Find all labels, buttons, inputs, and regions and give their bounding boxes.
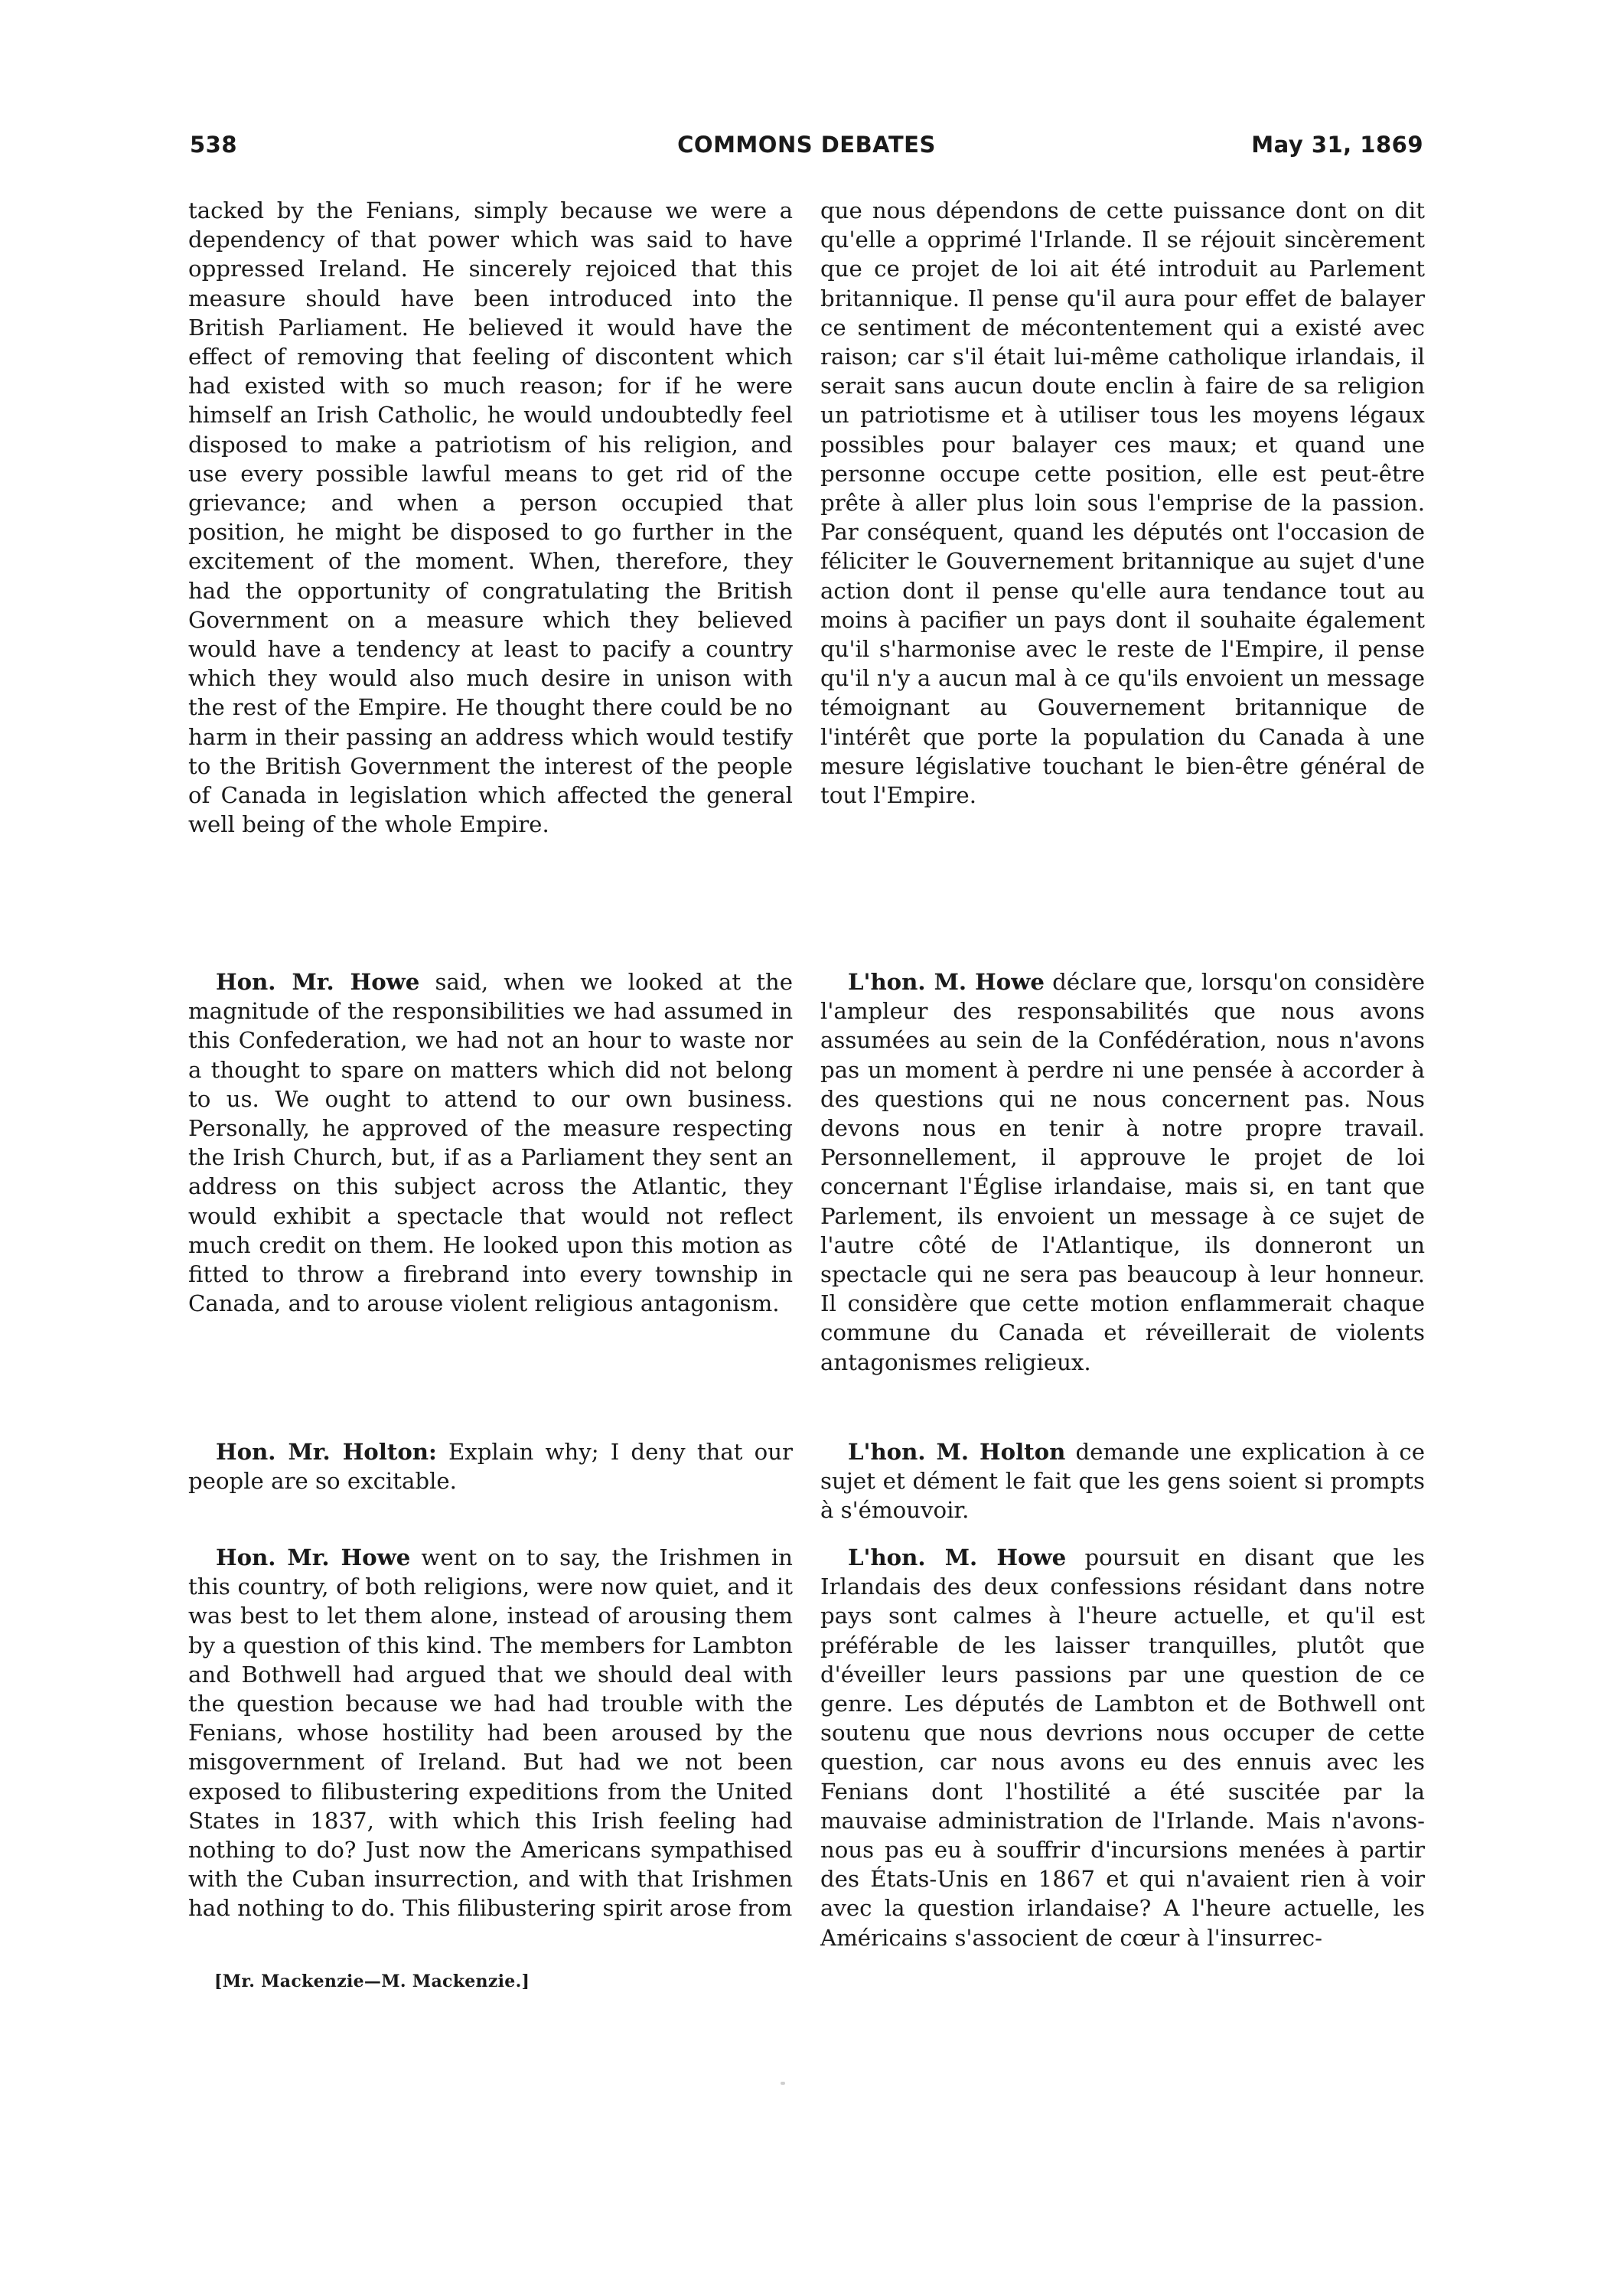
speech-text: went on to say, the Irishmen in this country, of both religions, were now quiet, and it was best to let them alone, instead of arousing them by a question of this kind. The members for Lambton and Bothwell had argued that we should deal with the question because we had had trouble with the Fenians, whose hostility had been aroused by the misgovernment of Ireland. But had we not been exposed to filibustering expeditions from the United States in 1837, with which this Irish feeling had nothing to do? Just now the Americans sympathised with the Cuban insurrection, and with that Irishmen had nothing to do. This filibustering spirit arose from bbox=[188, 1544, 793, 1922]
page-date: May 31, 1869 bbox=[1251, 132, 1423, 158]
speaker-name: Hon. Mr. Holton: bbox=[216, 1439, 437, 1465]
speech-howe bbox=[188, 967, 793, 1427]
paragraph-continued: que nous dépendons de cette puissance dont on dit qu'elle a opprimé l'Irlande. Il se réjouit sincèrement que ce projet de loi ait été introduit au Parlement britannique. Il pense qu'il aura pour effet de balayer ce sentiment de mécontentement qui a existé avec raison; car s'il était lui-même catholique irlandais, il serait sans aucun doute enclin à faire de sa religion un patriotisme et à utiliser tous les moyens légaux possibles pour balayer ces maux; et quand une personne occupe cette position, elle est peut-être prête à aller plus loin sous l'emprise de la passion. Par conséquent, quand les députés ont l'occasion de féliciter le Gouvernement britannique au sujet d'une action dont il pense qu'elle aura tendance tout au moins à pacifier un pays dont il souhaite également qu'il s'harmonise avec le reste de l'Empire, il pense qu'il n'y a aucun mal à ce qu'ils envoient un message témoignant au Gouvernement britannique de l'intérêt que porte la population du Canada à une mesure législative touchant le bien-être général de tout l'Empire. bbox=[820, 197, 1425, 809]
speaker-name: Hon. Mr. Howe bbox=[216, 969, 420, 995]
speech-holton bbox=[188, 1437, 793, 1499]
speech-text: said, when we looked at the magnitude of the responsibilities we had assumed in this Confederation, we had not an hour to waste nor a thought to spare on matters which did not belong to us. We ought to attend to our own business. Personally, he approved of the measure respecting the Irish Church, but, if as a Parliament they sent an address on this subject across the Atlantic, they would exhibit a spectacle that would not reflect much credit on them. He looked upon this motion as fitted to throw a firebrand into every township in Canada, and to arouse violent religious antagonism. bbox=[188, 969, 793, 1317]
english-column bbox=[188, 196, 793, 1923]
speaker-name: Hon. Mr. Howe bbox=[216, 1544, 411, 1570]
speaker-name: L'hon. M. Howe bbox=[848, 969, 1045, 995]
speech-text: poursuit en disant que les Irlandais des deux confessions résidant dans notre pays sont calmes à l'heure actuelle, et qu'il est préférable de les laisser tranquilles, plutôt que d'éveiller leurs passions par une question de ce genre. Les députés de Lambton et de Bothwell ont soutenu que nous devrions nous occuper de cette question, car nous avons eu des ennuis avec les Fenians dont l'hostilité a été suscitée par la mauvaise administration de l'Irlande. Mais n'avons-nous pas eu à souffrir d'incursions menées à partir des États-Unis en 1867 et qui n'avaient rien à voir avec la question irlandaise? A l'heure actuelle, les Américains s'associent de cœur à l'insurrec- bbox=[820, 1544, 1425, 1951]
page-header bbox=[190, 132, 1423, 170]
page-number: 538 bbox=[190, 132, 238, 158]
speech-howe-continued bbox=[188, 1543, 793, 1923]
paragraph-continued: tacked by the Fenians, simply because we were a dependency of that power which was said to have oppressed Ireland. He sincerely rejoiced that this measure should have been introduced into the British Parliament. He believed it would have the effect of removing that feeling of discontent which had existed with so much reason; for if he were himself an Irish Catholic, he would undoubtedly feel disposed to make a patriotism of his religion, and use every possible lawful means to get rid of the grievance; and when a person occupied that position, he might be disposed to go further in the excitement of the moment. When, therefore, they had the opportunity of congratulating the British Government on a measure which they believed would have a tendency at least to pacify a country which they would also much desire in unison with the rest of the Empire. He thought there could be no harm in their passing an address which would testify to the British Government the interest of the people of Canada in legislation which affected the general well being of the whole Empire. bbox=[188, 197, 793, 838]
speech-holton bbox=[820, 1437, 1425, 1528]
page-footer-note: [Mr. Mackenzie—M. Mackenzie.] bbox=[214, 1971, 530, 1991]
running-title: COMMONS DEBATES bbox=[677, 132, 936, 158]
speech-text: demande une explication à ce sujet et dément le fait que les gens soient si prompts à s'émouvoir. bbox=[820, 1439, 1425, 1524]
scan-mark bbox=[781, 2082, 785, 2085]
speaker-name: L'hon. M. Holton bbox=[848, 1439, 1066, 1465]
french-column bbox=[820, 196, 1425, 1952]
speech-howe-continued bbox=[820, 1543, 1425, 1952]
speech-howe bbox=[820, 967, 1425, 1427]
speech-text: Explain why; I deny that our people are so excitable. bbox=[188, 1439, 793, 1495]
speaker-name: L'hon. M. Howe bbox=[848, 1544, 1067, 1570]
speech-text: déclare que, lorsqu'on considère l'ampleur des responsabilités que nous avons assumées au sein de la Confédération, nous n'avons pas un moment à perdre ni une pensée à accorder à des questions qui ne nous concernent pas. Nous devons nous en tenir à notre propre travail. Personnellement, il approuve le projet de loi concernant l'Église irlandaise, mais si, en tant que Parlement, ils envoient un message à ce sujet de l'autre côté de l'Atlantique, ils donneront un spectacle qui ne sera pas beaucoup à leur honneur. Il considère que cette motion enflammerait chaque commune du Canada et réveillerait de violents antagonismes religieux. bbox=[820, 969, 1425, 1375]
